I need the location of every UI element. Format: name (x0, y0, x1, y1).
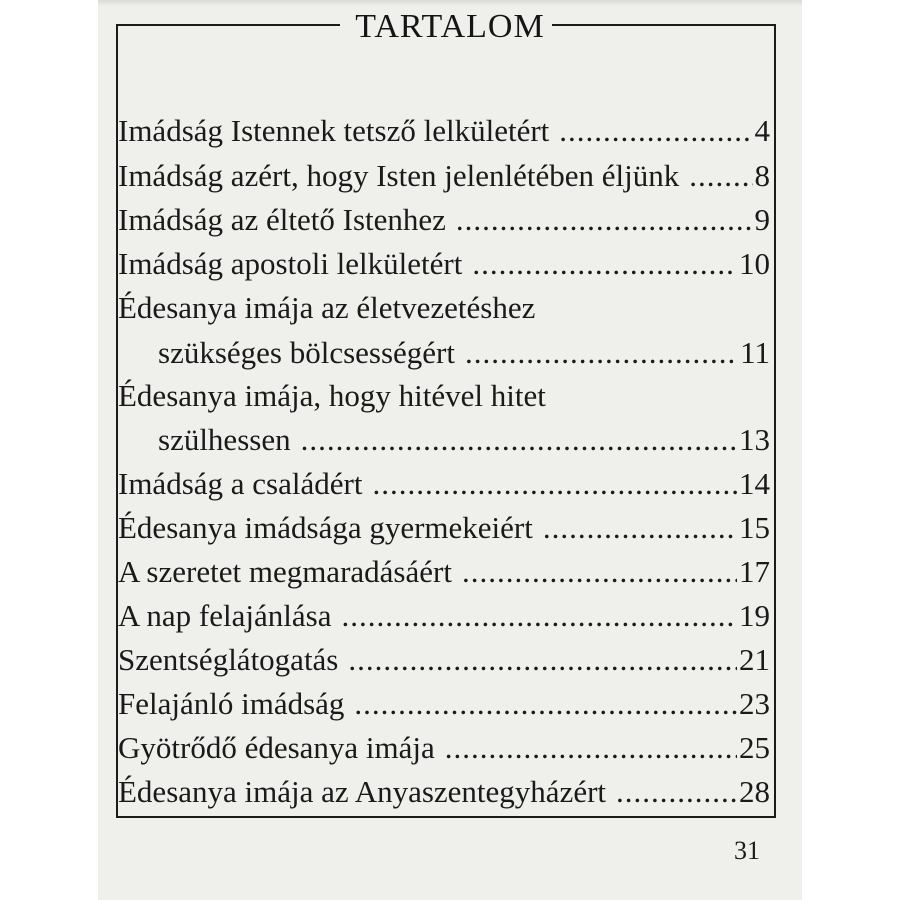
leader-dots (341, 596, 737, 636)
toc-entry-line1 (118, 376, 770, 416)
toc-entry-text: Imádság Istennek tetsző lelkületért (118, 113, 550, 148)
leader-dots (543, 508, 737, 548)
toc-entry (118, 244, 770, 284)
toc-entry (118, 728, 770, 768)
toc-entry-text: Imádság azért, hogy Isten jelenlétében éljünk (118, 158, 680, 193)
toc-entry-text: Imádság apostoli lelkületért (118, 246, 463, 281)
toc-entry-text: A szeretet megmaradásáért (118, 554, 452, 589)
toc-entry-text-continued: szükséges bölcsességért (158, 335, 455, 370)
toc-entry-text: Felajánló imádság (118, 686, 345, 721)
toc-entry-text: Édesanya imája az életvezetéshez (118, 290, 536, 325)
leader-dots (372, 464, 737, 504)
toc-entry-text: Édesanya imája az Anyaszentegyházért (118, 774, 607, 809)
toc-entry-line2 (118, 333, 770, 373)
toc-entry (118, 200, 770, 240)
leader-dots (472, 244, 737, 284)
leader-dots (348, 640, 737, 680)
leader-dots (445, 728, 737, 768)
page-edge (98, 0, 802, 6)
page-number: 31 (734, 836, 760, 865)
toc-entry-text: Gyötrődő édesanya imája (118, 730, 435, 765)
toc-entry-text: Édesanya imádsága gyermekeiért (118, 510, 533, 545)
toc-entry (118, 640, 770, 680)
toc-entry-line2 (118, 420, 770, 460)
toc-entry (118, 684, 770, 724)
toc-entry-page: 14 (739, 466, 770, 501)
toc-entry-page: 21 (739, 642, 770, 677)
toc-entry-page: 17 (739, 554, 770, 589)
toc-entry-text: Szentséglátogatás (118, 642, 339, 677)
toc-entry-page: 25 (739, 730, 770, 765)
toc-entry-text: Imádság a családért (118, 466, 363, 501)
leader-dots (616, 772, 737, 812)
leader-dots (465, 333, 738, 373)
toc-entry-page: 11 (740, 335, 770, 370)
toc-entry (118, 464, 770, 504)
toc-entry-page: 23 (739, 686, 770, 721)
toc-entry-page: 28 (739, 774, 770, 809)
leader-dots (354, 684, 737, 724)
toc-entry-page: 15 (739, 510, 770, 545)
leader-dots (301, 420, 737, 460)
toc-entry-text-continued: szülhessen (158, 422, 291, 457)
toc-entry-text: Imádság az éltető Istenhez (118, 202, 446, 237)
toc-entry (118, 552, 770, 592)
toc-entry-page: 4 (754, 113, 770, 148)
toc-entry-page: 10 (739, 246, 770, 281)
toc-entry (118, 596, 770, 636)
toc-entry-page: 19 (739, 598, 770, 633)
toc-entry (118, 508, 770, 548)
toc-title: TARTALOM (355, 8, 545, 45)
toc-entry-line1 (118, 288, 770, 328)
toc-entry-page: 8 (754, 158, 770, 193)
toc-entry-page: 13 (739, 422, 770, 457)
leader-dots (559, 111, 752, 151)
toc-entry (118, 156, 770, 196)
toc-entry-text: Édesanya imája, hogy hitével hitet (118, 378, 546, 413)
toc-entry (118, 772, 770, 812)
toc-entry-text: A nap felajánlása (118, 598, 332, 633)
leader-dots (689, 156, 752, 196)
leader-dots (456, 200, 753, 240)
toc-entry (118, 111, 770, 151)
toc-entry-page: 9 (754, 202, 770, 237)
leader-dots (462, 552, 737, 592)
